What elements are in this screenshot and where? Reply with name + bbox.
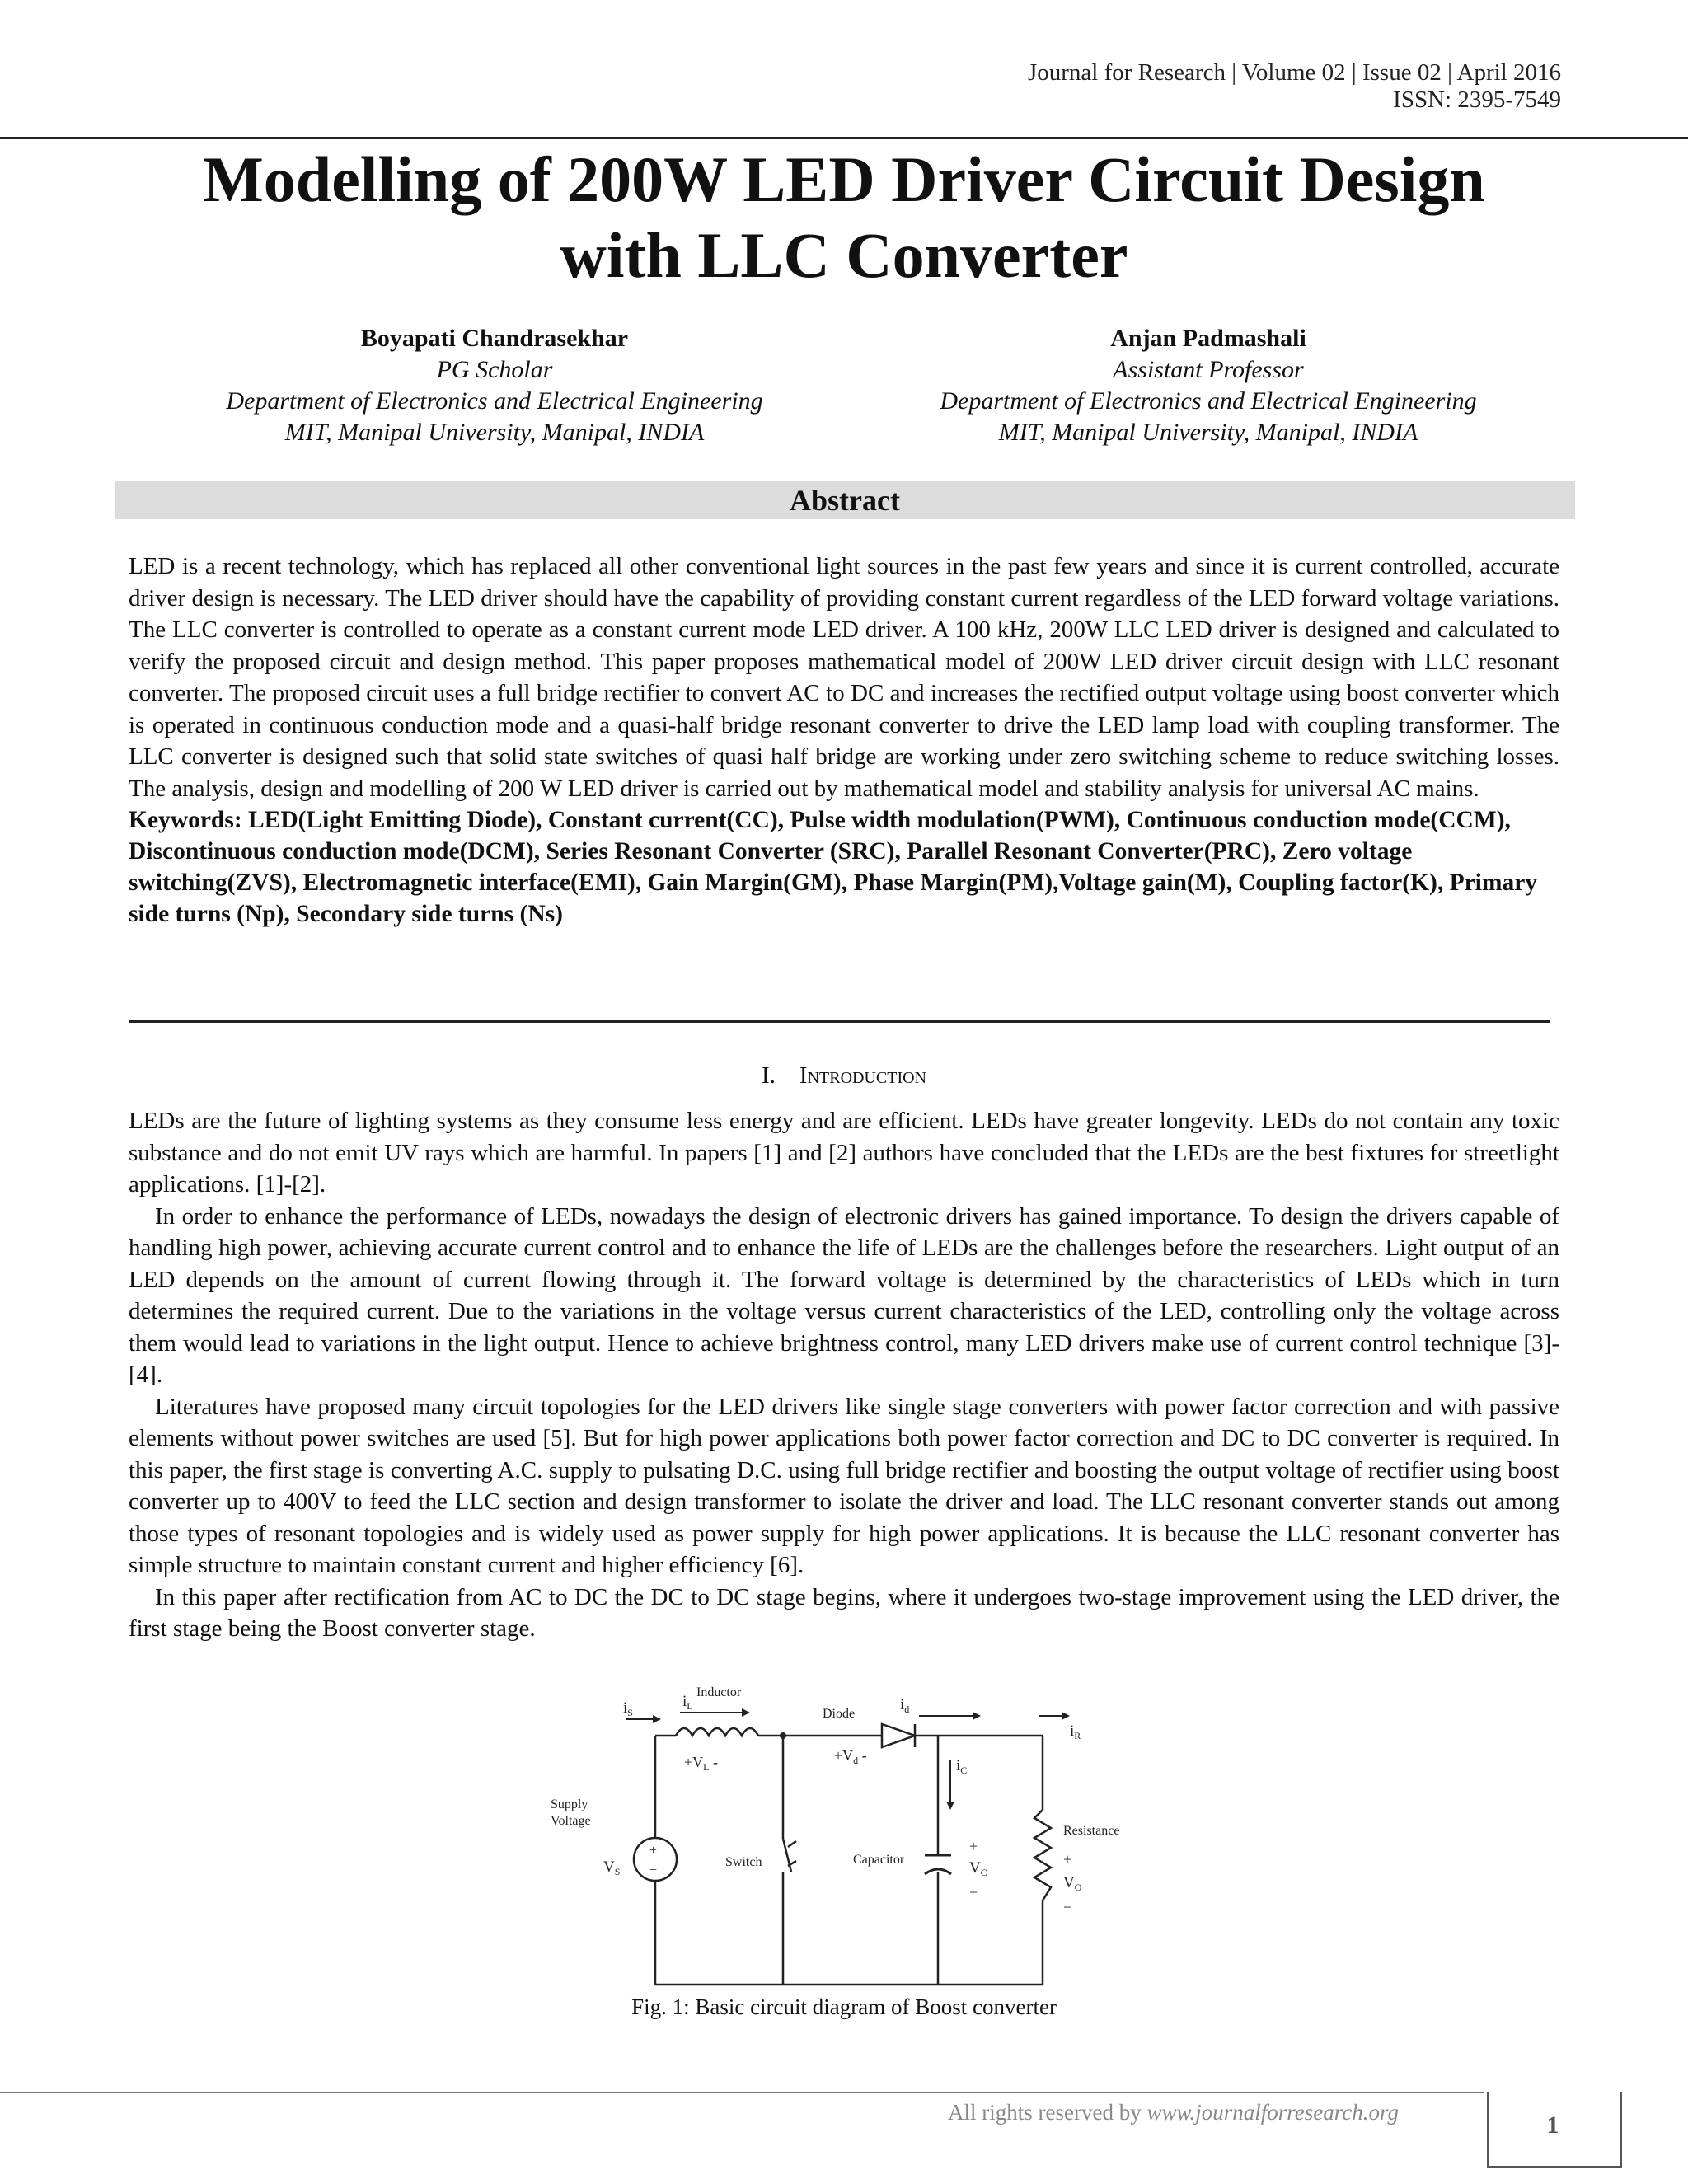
vc-minus: − xyxy=(969,1884,978,1900)
vd-label: +V xyxy=(834,1747,854,1764)
vd-minus: - xyxy=(858,1747,867,1764)
intro-paragraph: In this paper after rectification from AC to DC the DC to DC stage begins, where it undergoes two-stage improvement using the LED driver, the first stage being the Boost converter stage. xyxy=(129,1583,1559,1642)
journal-website-link[interactable]: www.journalforresearch.org xyxy=(1146,2100,1399,2125)
ir-subscript: R xyxy=(1074,1730,1081,1741)
abstract-rule xyxy=(129,1020,1550,1023)
is-label: i xyxy=(623,1699,628,1717)
supply-label-1: Supply xyxy=(551,1797,588,1811)
footer-rule xyxy=(0,2092,1484,2093)
vc-plus: + xyxy=(969,1838,978,1854)
vl-subscript: L xyxy=(703,1761,710,1773)
capacitor-symbol xyxy=(925,1855,951,1874)
keywords: Keywords: LED(Light Emitting Diode), Constant current(CC), Pulse width modulation(PWM), Continuous conduction mode(CCM), Discontinuous conduction mode(DCM), Series Resonant Converter (SRC), Parallel Resonant Converter(PRC), Zero voltage switching(ZVS), Electromagnetic interface(EMI), Gain Margin(GM), Phase Margin(PM),Voltage gain(M), Coupling factor(K), Primary side turns (Np), Secondary side turns (Ns) xyxy=(129,807,1538,927)
author-role: PG Scholar xyxy=(436,356,553,383)
rights-text: All rights reserved by xyxy=(948,2100,1147,2125)
footer-rights xyxy=(948,2100,1399,2125)
svg-text:iS xyxy=(623,1699,633,1718)
author-1 xyxy=(124,323,865,448)
author-affiliation: MIT, Manipal University, Manipal, INDIA xyxy=(284,419,705,446)
id-subscript: d xyxy=(904,1704,910,1715)
inductor-symbol xyxy=(676,1728,758,1736)
journal-info: Journal for Research | Volume 02 | Issue 02 | April 2016 xyxy=(1027,59,1561,86)
vo-label: V xyxy=(1063,1874,1075,1891)
vo-plus: + xyxy=(1063,1851,1072,1868)
author-name: Boyapati Chandrasekhar xyxy=(360,325,629,352)
ic-subscript: C xyxy=(960,1765,968,1776)
vs-label: V xyxy=(603,1858,615,1876)
id-label: i xyxy=(900,1696,905,1713)
source-minus: − xyxy=(649,1863,658,1877)
vd-subscript: d xyxy=(853,1755,859,1766)
svg-text:+Vd - xyxy=(834,1747,867,1766)
svg-text:VC xyxy=(969,1859,987,1878)
intro-paragraph: In order to enhance the performance of LEDs, nowadays the design of electronic drivers has gained importance. To design the drivers capable of handling high power, achieving accurate current control and to enhance the life of LEDs are the challenges before the researchers. Light output of an LED depends on the amount of current flowing through it. The forward voltage is determined by the characteristics of LEDs which in turn determines the required current. Due to the variations in the voltage versus current characteristics of the LED, controlling only the voltage across them would lead to variations in the light output. Hence to achieve brightness control, many LED drivers make use of current control technique [3]-[4]. xyxy=(129,1202,1559,1388)
author-role: Assistant Professor xyxy=(1113,356,1304,383)
section-heading xyxy=(0,1062,1688,1090)
boost-converter-diagram xyxy=(544,1678,1121,2004)
svg-text:VS xyxy=(603,1858,620,1877)
intro-paragraph: LEDs are the future of lighting systems as they consume less energy and are efficient. LEDs have greater longevity. LEDs do not contain any toxic substance and do not emit UV rays which are harmful. In papers [1] and [2] authors have concluded that the LEDs are the best fixtures for streetlight applications. [1]-[2]. xyxy=(129,1108,1559,1197)
junction-dot xyxy=(780,1732,786,1739)
il-label: i xyxy=(682,1693,687,1710)
svg-text:id xyxy=(900,1696,909,1715)
section-number: I. xyxy=(761,1062,776,1089)
abstract-section xyxy=(129,551,1559,930)
author-name: Anjan Padmashali xyxy=(1110,325,1306,352)
ic-label: i xyxy=(956,1757,961,1774)
author-department: Department of Electronics and Electrical Engineering xyxy=(226,387,763,415)
switch-symbol xyxy=(783,1839,796,1872)
journal-header xyxy=(1028,59,1561,114)
inductor-label: Inductor xyxy=(696,1685,742,1699)
vc-label: V xyxy=(969,1859,981,1877)
is-subscript: S xyxy=(627,1707,633,1718)
intro-paragraph: Literatures have proposed many circuit topologies for the LED drivers like single stage converters with power factor correction and with passive elements without power switches are used [5]. But for high power applications both power factor correction and DC to DC converter is required. In this paper, the first stage is converting A.C. supply to pulsating D.C. using full bridge rectifier and boosting the output voltage of rectifier using boost converter up to 400V to feed the LLC section and design transformer to isolate the driver and load. The LLC resonant converter stands out among those types of resonant topologies and is widely used as power supply for high power applications. It is because the LLC resonant converter has simple structure to maintain constant current and higher efficiency [6]. xyxy=(129,1393,1559,1578)
diode-symbol xyxy=(882,1724,915,1747)
author-2 xyxy=(837,323,1579,448)
vo-subscript: O xyxy=(1074,1882,1082,1893)
title-line-1: Modelling of 200W LED Driver Circuit Design xyxy=(203,143,1485,215)
capacitor-label: Capacitor xyxy=(853,1853,905,1867)
vc-subscript: C xyxy=(980,1867,987,1878)
resistance-label: Resistance xyxy=(1063,1824,1120,1838)
diode-label: Diode xyxy=(823,1707,856,1721)
vo-minus: − xyxy=(1063,1899,1072,1915)
author-affiliation: MIT, Manipal University, Manipal, INDIA xyxy=(998,419,1418,446)
paper-title xyxy=(0,142,1688,293)
resistor-symbol xyxy=(1034,1810,1051,1900)
svg-text:iL xyxy=(682,1693,693,1712)
vs-subscript: S xyxy=(614,1866,621,1877)
vl-minus: - xyxy=(709,1754,718,1770)
issn: ISSN: 2395-7549 xyxy=(1393,87,1561,113)
abstract-text: LED is a recent technology, which has replaced all other conventional light sources in the past few years and since it is current controlled, accurate driver design is necessary. The LED driver should have the capability of providing constant current regardless of the LED forward voltage variations. The LLC converter is controlled to operate as a constant current mode LED driver. A 100 kHz, 200W LLC LED driver is designed and calculated to verify the proposed circuit and design method. This paper proposes mathematical model of 200W LED driver circuit design with LLC resonant converter. The proposed circuit uses a full bridge rectifier to convert AC to DC and increases the rectified output voltage using boost converter which is operated in continuous conduction mode and a quasi-half bridge resonant converter to drive the LED lamp load with coupling transformer. The LLC converter is designed such that solid state switches of quasi half bridge are working under zero switching scheme to reduce switching losses. The analysis, design and modelling of 200 W LED driver is carried out by mathematical model and stability analysis for universal AC mains. xyxy=(129,553,1559,802)
author-department: Department of Electronics and Electrical Engineering xyxy=(940,387,1477,415)
svg-text:VO xyxy=(1063,1874,1082,1893)
svg-text:iC xyxy=(956,1757,967,1776)
ir-label: i xyxy=(1070,1722,1075,1740)
figure-caption: Fig. 1: Basic circuit diagram of Boost converter xyxy=(631,1994,1057,2019)
introduction-body xyxy=(129,1105,1559,1645)
svg-text:iR xyxy=(1070,1722,1081,1741)
header-rule xyxy=(0,137,1688,139)
abstract-heading: Abstract xyxy=(115,481,1575,519)
vl-label: +V xyxy=(684,1754,704,1770)
title-line-2: with LLC Converter xyxy=(560,219,1128,291)
supply-label-2: Voltage xyxy=(551,1814,591,1828)
source-plus: + xyxy=(649,1844,658,1858)
section-title: Introduction xyxy=(799,1062,926,1089)
switch-label: Switch xyxy=(725,1855,762,1869)
svg-text:+VL - xyxy=(684,1754,718,1773)
page-number: 1 xyxy=(1546,2111,1559,2139)
il-subscript: L xyxy=(687,1700,693,1712)
